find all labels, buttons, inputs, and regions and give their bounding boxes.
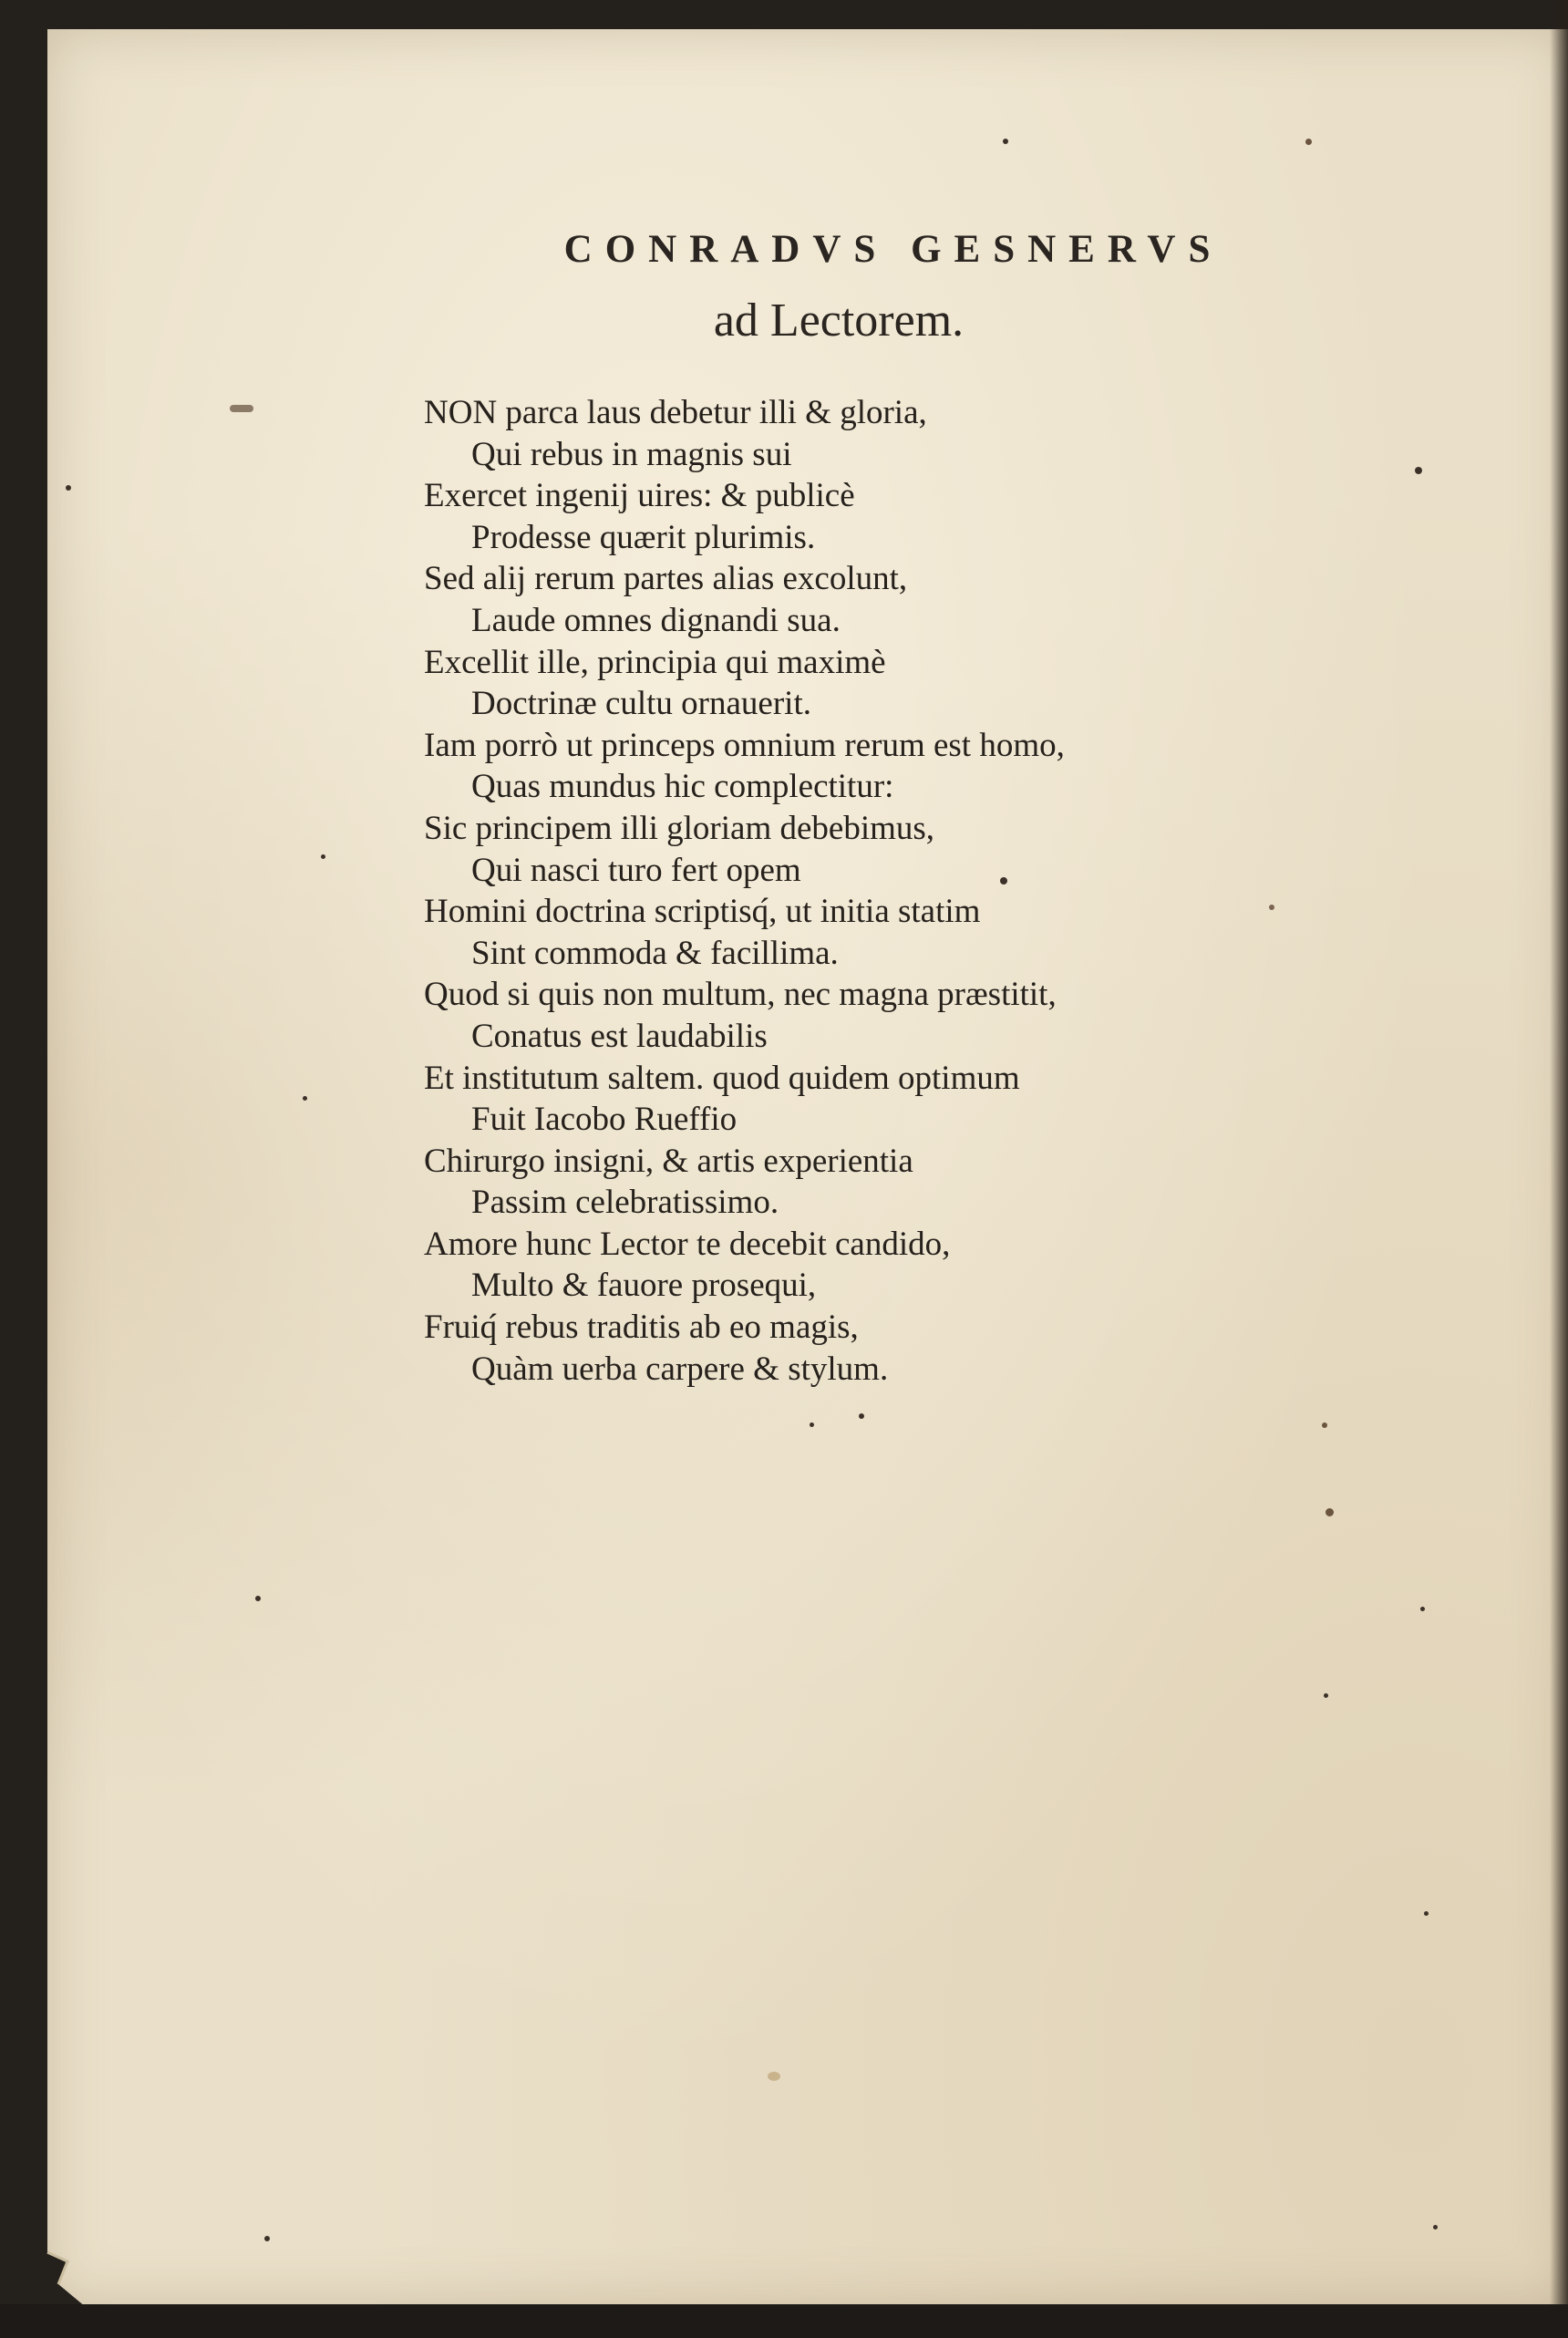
poem-line: Chirurgo insigni, & artis experientia (424, 1142, 913, 1180)
poem-line: Exercet ingenij uires: & publicè (424, 477, 855, 515)
torn-corner (22, 2125, 86, 2307)
author-name: CONRADVS GESNERVS (563, 228, 1223, 271)
poem-line: Quod si quis non multum, nec magna præstitit, (424, 976, 1057, 1014)
paper-speck (1326, 1508, 1334, 1516)
poem-line: Fruiq́ rebus traditis ab eo magis, (424, 1309, 859, 1347)
paper-speck (1003, 139, 1008, 144)
paper-speck (303, 1096, 307, 1101)
poem-line: Sint commoda & facillima. (471, 934, 839, 972)
poem-line: Excellit ille, principia qui maximè (424, 643, 886, 681)
paper-speck (1420, 1607, 1425, 1611)
scan-bottom-border (0, 2304, 1568, 2338)
paper-speck (810, 1422, 814, 1427)
poem-line: Qui nasci turo fert opem (471, 851, 801, 889)
paper-speck (1305, 139, 1312, 145)
paper-speck (1269, 905, 1274, 910)
poem-line: Homini doctrina scriptisq́, ut initia statim (424, 893, 981, 931)
poem-text (424, 392, 1244, 1390)
poem-line: Fuit Iacobo Rueffio (471, 1101, 738, 1139)
paper-speck (859, 1413, 864, 1419)
paper-speck (1322, 1422, 1327, 1428)
poem-line: Conatus est laudabilis (471, 1017, 768, 1055)
paper-speck (1415, 467, 1422, 474)
page-heading (511, 221, 1276, 359)
paper-speck (255, 1596, 261, 1601)
poem-line: Multo & fauore prosequi, (471, 1267, 817, 1305)
paper-speck (66, 485, 71, 491)
heading-subtitle: ad Lectorem. (713, 295, 965, 347)
paper-speck (768, 2072, 780, 2081)
poem-line: Amore hunc Lector te decebit candido, (424, 1225, 951, 1263)
paper-speck (1433, 2225, 1438, 2229)
poem-line: Prodesse quærit plurimis. (471, 518, 816, 556)
poem-line: Qui rebus in magnis sui (471, 435, 792, 473)
poem-line: Sic principem illi gloriam debebimus, (424, 809, 935, 847)
poem-line: Iam porrò ut princeps omnium rerum est homo, (424, 726, 1065, 764)
page-edge-shadow (1550, 0, 1568, 2338)
paper-speck (1424, 1911, 1429, 1916)
poem-line: Quas mundus hic complectitur: (471, 768, 894, 806)
poem-line: Doctrinæ cultu ornauerit. (471, 685, 811, 723)
paper-speck (321, 854, 325, 859)
paper-speck (230, 405, 253, 412)
paper-speck (264, 2236, 270, 2241)
poem-line: Quàm uerba carpere & stylum. (471, 1350, 889, 1388)
poem-line: Passim celebratissimo. (471, 1184, 779, 1222)
paper-speck (1324, 1693, 1328, 1698)
poem-line: Laude omnes dignandi sua. (471, 601, 841, 639)
poem-line: NON parca laus debetur illi & gloria, (424, 394, 927, 431)
poem-line: Sed alij rerum partes alias excolunt, (424, 560, 908, 598)
poem-line: Et institutum saltem. quod quidem optimum (424, 1059, 1020, 1097)
